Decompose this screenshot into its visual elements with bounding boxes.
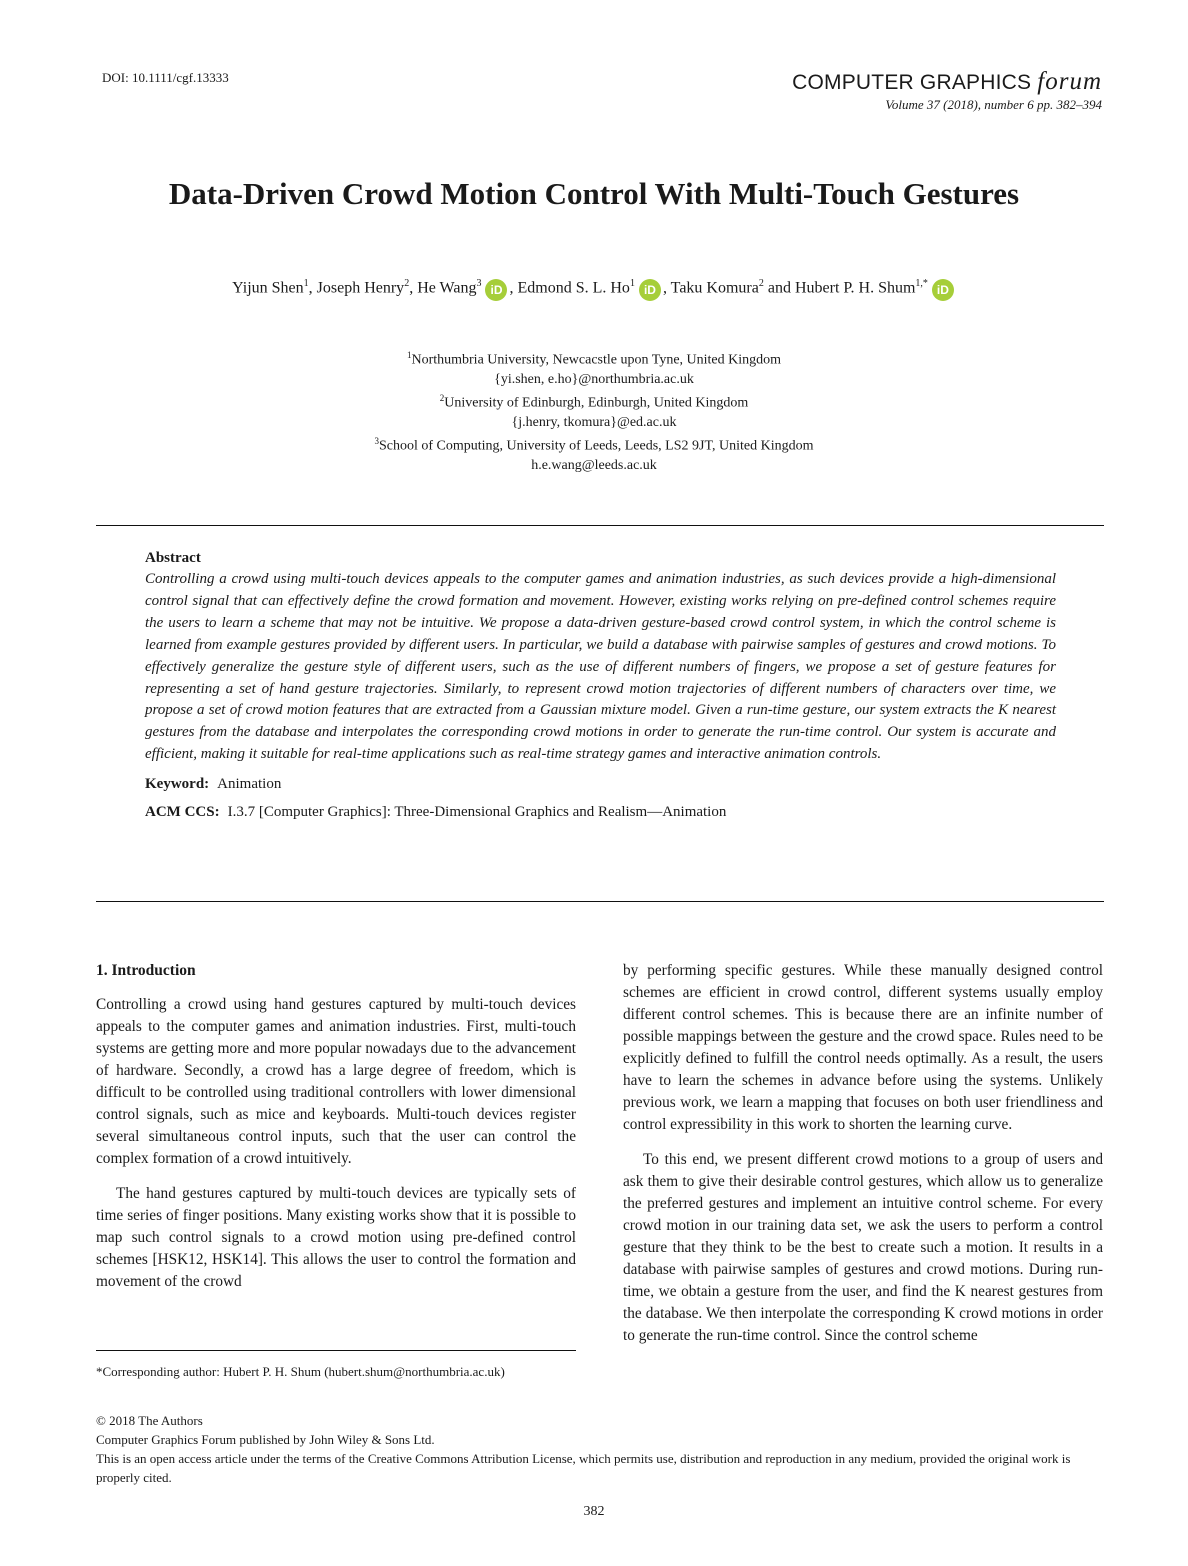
author-name: Joseph Henry [316,279,405,297]
doi: DOI: 10.1111/cgf.13333 [102,70,229,85]
affiliation-mark: 3 [374,436,379,447]
author-name: Taku Komura [670,279,759,297]
author-separator: , [662,279,671,297]
paragraph: To this end, we present different crowd motions to a group of users and ask them to give their desirable control gestures, which allow us to generalize the preferred gestures and implement an intuitive control scheme. For every crowd motion in our training data set, we ask the users to perform a control gesture that they think to be the best to create such a motion. It results in a database with pairwise samples of gestures and crowd motions. During run-time, we obtain a gesture from the user, and find the K nearest gestures from the database. We then interpolate the corresponding K crowd motions in order to generate the run-time control. Since the control scheme [623,1151,1103,1344]
ccs-label: ACM CCS: [145,804,220,821]
abstract-heading: Abstract [145,550,201,566]
affiliation-text: School of Computing, University of Leeds, Leeds, LS2 9JT, United Kingdom [379,438,814,454]
paragraph: Controlling a crowd using hand gestures captured by multi-touch devices appeals to the computer games and animation industries. First, multi-touch systems are getting more and more popular nowadays due to the advancement of hardware. Secondly, a crowd has a large degree of freedom, which is difficult to be controlled using traditional controllers with lower dimensional control signals, such as mice and keyboards. Multi-touch devices register several simultaneous control inputs, such that the user can control the complex formation of a crowd intuitively. [96,996,576,1167]
affiliation-mark: 1 [406,350,412,360]
author-name: Hubert P. H. Shum [794,279,916,297]
abstract-section [145,550,1056,821]
license-line: This is an open access article under the terms of the Creative Commons Attribution License, which permits use, distribution and reproduction in any medium, provided the original work is properly cited. [96,1451,1071,1485]
left-column [96,960,576,1306]
journal-volume: Volume 37 (2018), number 6 pp. 382–394 [885,97,1102,112]
author-name: Edmond S. L. Ho [517,279,630,297]
affiliation-text: h.e.wang@leeds.ac.uk [531,457,657,473]
author-affiliation-mark: 1 [629,278,635,289]
copyright-line: © 2018 The Authors [96,1413,203,1428]
affiliation-line [0,346,1188,370]
affiliation-line [0,389,1188,413]
keywords [145,776,1056,793]
ccs-value: I.3.7 [Computer Graphics]: Three-Dimensional Graphics and Realism—Animation [227,804,727,821]
abstract-body: Controlling a crowd using multi-touch devices appeals to the computer games and animation industries, as such devices provide a high-dimensional control signal that can effectively define the crowd formation and movement. However, existing works relying on pre-defined control schemes require the users to learn a scheme that may not be intuitive. We propose a data-driven gesture-based crowd control system, in which the control scheme is learned from example gestures provided by different users. In particular, we build a database with pairwise samples of gestures and crowd motions. To effectively generalize the gesture style of different users, such as the use of different numbers of fingers, we propose a set of gesture features for representing a set of hand gesture trajectories. Similarly, to represent crowd motion trajectories of different numbers of characters over time, we propose a set of crowd motion features that are extracted from a Gaussian mixture model. Given a run-time gesture, our system extracts the K nearest gestures from the database and interpolates the corresponding crowd motions in order to generate the run-time control. Our system is accurate and efficient, making it suitable for real-time applications such as real-time strategy games and interactive animation controls. [145,571,1056,763]
author-affiliation-mark: 1,* [915,278,928,289]
acm-ccs [145,804,1056,821]
journal-header [792,68,1102,113]
author-separator: and [763,279,795,297]
journal-name-main: COMPUTER GRAPHICS [792,71,1032,94]
affiliation-text: {j.henry, tkomura}@ed.ac.uk [511,414,677,430]
paragraph: The hand gestures captured by multi-touch devices are typically sets of time series of finger positions. Many existing works show that it is possible to map such control signals to a crowd motion using pre-defined control schemes [HSK12, HSK14]. This allows the user to control the formation and movement of the crowd [96,1185,576,1290]
affiliation-line [0,432,1188,456]
publisher-line: Computer Graphics Forum published by John Wiley & Sons Ltd. [96,1432,435,1447]
orcid-icon[interactable]: iD [932,279,954,301]
affiliation-line [0,456,1188,475]
author-affiliation-mark: 2 [758,278,764,289]
affiliation-line [0,413,1188,432]
author-affiliation-mark: 2 [404,278,410,289]
copyright-block [96,1411,1106,1487]
affiliation-mark: 2 [439,393,445,404]
paragraph: by performing specific gestures. While these manually designed control schemes are efficient in crowd control, different systems usually employ different control schemes. This is because there are an infinite number of possible mappings between the gesture and the crowd space. Rules need to be explicitly defined to fulfill the control needs optimally. As a result, the users have to learn the schemes in advance before using the systems. Unlikely previous work, we learn a mapping that focuses on both user friendliness and control expressibility in this work to shorten the learning curve. [623,962,1103,1133]
orcid-icon[interactable]: iD [639,279,661,301]
page-number: 382 [583,1504,605,1519]
author-separator: , [509,279,518,297]
author-affiliation-mark: 1 [303,278,309,289]
footnote-divider [96,1350,576,1351]
affiliation-text: {yi.shen, e.ho}@northumbria.ac.uk [494,371,694,387]
paper-title: Data-Driven Crowd Motion Control With Multi-Touch Gestures [168,176,1020,211]
section-heading: 1. Introduction [96,962,196,979]
author-name: Yijun Shen [232,279,304,297]
right-column [623,960,1103,1360]
author-name: He Wang [417,279,477,297]
affiliation-line [0,370,1188,389]
author-separator: , [308,279,317,297]
author-list [0,278,1188,301]
top-divider [96,525,1104,526]
author-affiliation-mark: 3 [476,278,482,289]
abstract-bottom-divider [96,901,1104,902]
author-separator: , [409,279,418,297]
affiliations [0,346,1188,475]
journal-name [792,68,1102,96]
keyword-value: Animation [217,776,282,793]
affiliation-text: University of Edinburgh, Edinburgh, United Kingdom [444,395,749,411]
journal-name-forum: forum [1037,68,1102,95]
orcid-icon[interactable]: iD [485,279,507,301]
footnote: *Corresponding author: Hubert P. H. Shum (hubert.shum@northumbria.ac.uk) [96,1364,505,1379]
keyword-label: Keyword: [145,776,210,793]
affiliation-text: Northumbria University, Newcacstle upon Tyne, United Kingdom [411,352,782,368]
